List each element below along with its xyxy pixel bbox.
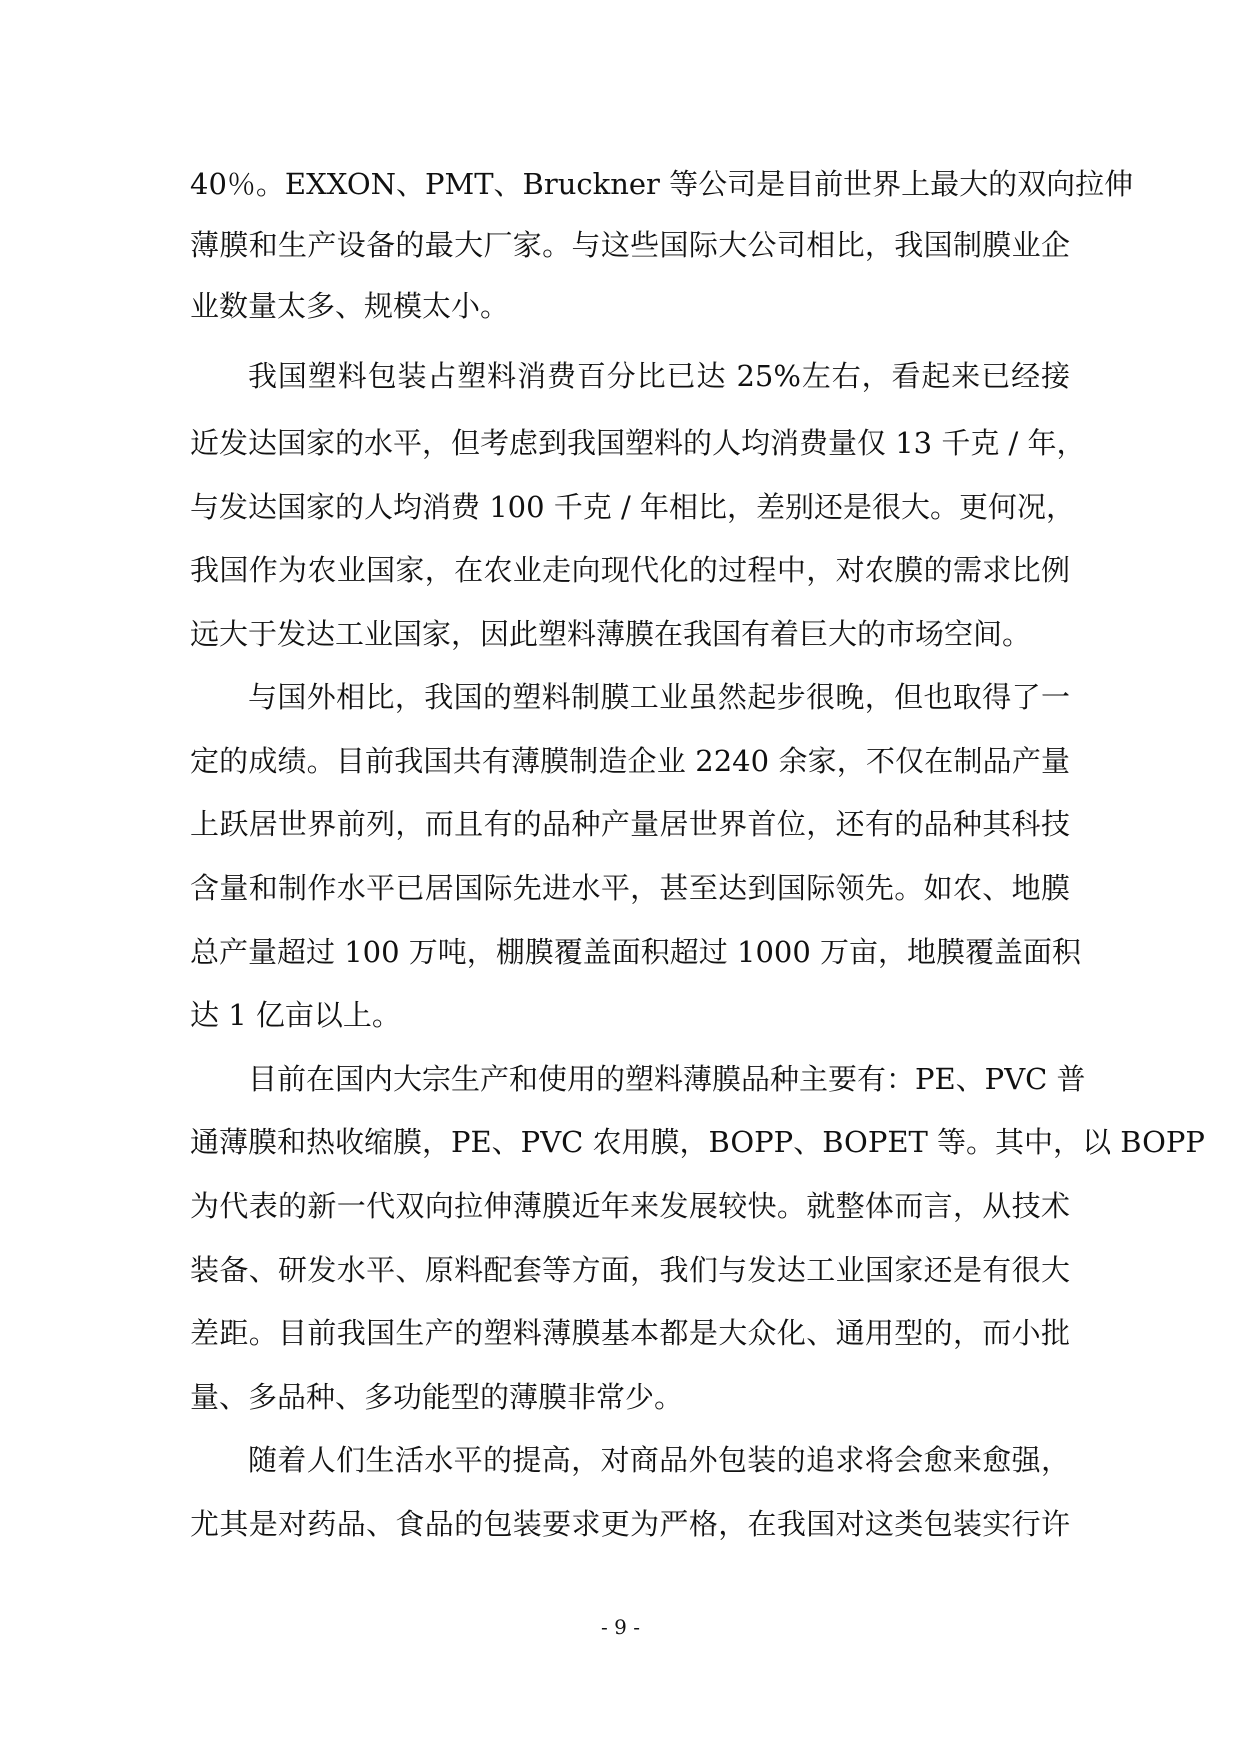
text-line: 上跃居世界前列，而且有的品种产量居世界首位，还有的品种其科技 [190, 807, 1070, 841]
text-line: 近发达国家的水平，但考虑到我国塑料的人均消费量仅 13 千克 / 年， [190, 426, 1086, 460]
text-line: 与发达国家的人均消费 100 千克 / 年相比，差别还是很大。更何况， [190, 490, 1075, 524]
text-line: 与国外相比，我国的塑料制膜工业虽然起步很晚，但也取得了一 [248, 680, 1070, 714]
text-line: 定的成绩。目前我国共有薄膜制造企业 2240 余家，不仅在制品产量 [190, 744, 1070, 778]
text-line: 我国作为农业国家，在农业走向现代化的过程中，对农膜的需求比例 [190, 553, 1070, 587]
text-line: 差距。目前我国生产的塑料薄膜基本都是大众化、通用型的，而小批 [190, 1316, 1070, 1350]
text-line: 为代表的新一代双向拉伸薄膜近年来发展较快。就整体而言，从技术 [190, 1189, 1070, 1223]
text-line: 40％。EXXON、PMT、Bruckner 等公司是目前世界上最大的双向拉伸 [190, 167, 1134, 201]
text-line: 我国塑料包装占塑料消费百分比已达 25%左右，看起来已经接 [248, 359, 1070, 393]
text-line: 含量和制作水平已居国际先进水平，甚至达到国际领先。如农、地膜 [190, 871, 1070, 905]
text-line: 装备、研发水平、原料配套等方面，我们与发达工业国家还是有很大 [190, 1253, 1070, 1287]
text-line: 达 1 亿亩以上。 [190, 998, 401, 1032]
page-number: - 9 - [601, 1615, 640, 1639]
text-line: 量、多品种、多功能型的薄膜非常少。 [190, 1380, 684, 1414]
text-line: 尤其是对药品、食品的包装要求更为严格，在我国对这类包装实行许 [190, 1507, 1070, 1541]
text-line: 通薄膜和热收缩膜，PE、PVC 农用膜，BOPP、BOPET 等。其中，以 BOPP [190, 1125, 1205, 1159]
text-line: 远大于发达工业国家，因此塑料薄膜在我国有着巨大的市场空间。 [190, 617, 1032, 651]
text-line: 总产量超过 100 万吨，棚膜覆盖面积超过 1000 万亩，地膜覆盖面积 [190, 935, 1082, 969]
text-line: 随着人们生活水平的提高，对商品外包装的追求将会愈来愈强， [248, 1443, 1070, 1477]
text-line: 业数量太多、规模太小。 [190, 289, 510, 323]
text-line: 薄膜和生产设备的最大厂家。与这些国际大公司相比，我国制膜业企 [190, 228, 1070, 262]
text-line: 目前在国内大宗生产和使用的塑料薄膜品种主要有：PE、PVC 普 [248, 1062, 1086, 1096]
